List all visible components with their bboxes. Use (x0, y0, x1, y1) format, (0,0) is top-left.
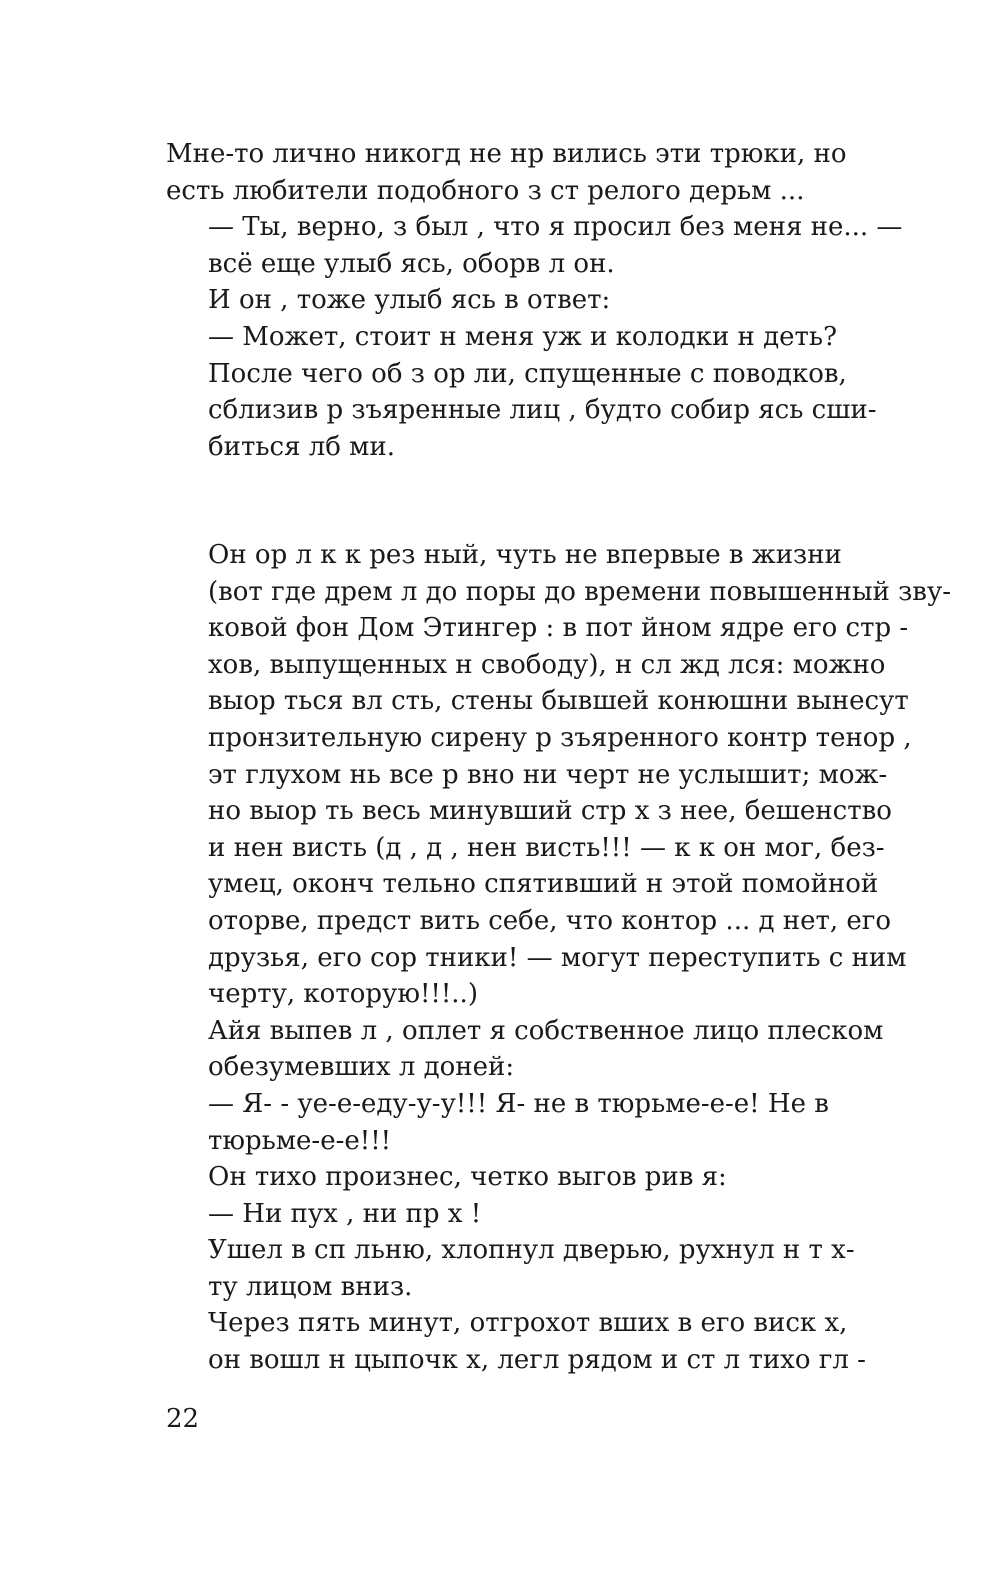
text-line: эт глухом нь все р вно ни черт не услышит; мож- (208, 759, 888, 790)
text-block-top (166, 136, 903, 465)
paragraph (166, 1159, 893, 1196)
text-line: После чего об з ор ли, спущенные с поводков, (208, 358, 847, 389)
paragraph (166, 282, 893, 319)
text-line: он вошл н цыпочк х, легл рядом и ст л тихо гл - (208, 1345, 866, 1376)
text-line: — Ни пух , ни пр х ! (208, 1198, 482, 1229)
text-line: — Ты, верно, з был , что я просил без меня не... — (208, 212, 903, 243)
text-line: — Я- - уе-е-еду-у-у!!! Я- не в тюрьме-е-е! Не в (208, 1088, 829, 1119)
text-line: но выор ть весь минувший стр х з нее, бешенство (208, 796, 892, 827)
text-line: Мне-то лично никогд не нр вились эти трюки, но (166, 139, 847, 169)
paragraph (166, 1196, 893, 1233)
text-line: обезумевших л доней: (208, 1052, 515, 1083)
text-line: друзья, его сор тники! — могут переступить с ним (208, 942, 907, 973)
text-line: всё еще улыб ясь, оборв л он. (208, 248, 615, 279)
text-line: оторве, предст вить себе, что контор ... д нет, его (208, 905, 892, 936)
text-line: пронзительную сирену р зъяренного контр тенор , (208, 722, 912, 753)
text-line: умец, оконч тельно спятивший н этой помойной (208, 869, 879, 900)
paragraph (166, 209, 903, 282)
text-line: тюрьме-е-е!!! (208, 1125, 392, 1156)
text-line: есть любители подобного з ст релого дерьм ... (166, 175, 805, 206)
paragraph (166, 1305, 893, 1378)
paragraph (166, 136, 893, 209)
text-line: — Может, стоит н меня уж и колодки н деть? (208, 321, 838, 352)
text-line: выор ться вл сть, стены бывшей конюшни вынесут (208, 686, 909, 717)
text-line: ковой фон Дом Этингер : в пот йном ядре его стр - (208, 613, 909, 644)
paragraph (166, 537, 952, 1013)
text-line: И он , тоже улыб ясь в ответ: (208, 285, 611, 316)
text-line: (вот где дрем л до поры до времени повышенный зву- (208, 576, 952, 607)
text-line: Айя выпев л , оплет я собственное лицо плеском (208, 1015, 884, 1046)
text-line: сблизив р зъяренные лиц , будто собир ясь сши- (208, 395, 877, 426)
text-line: черту, которую!!!..) (208, 979, 478, 1010)
paragraph (166, 356, 893, 466)
text-line: ту лицом вниз. (208, 1271, 413, 1302)
text-line: хов, выпущенных н свободу), н сл жд лся: можно (208, 649, 886, 680)
text-line: и нен висть (д , д , нен висть!!! — к к он мог, без- (208, 832, 885, 863)
text-line: Ушел в сп льню, хлопнул дверью, рухнул н т х- (208, 1235, 855, 1266)
text-line: биться лб ми. (208, 431, 396, 462)
paragraph (166, 1086, 893, 1159)
paragraph (166, 319, 893, 356)
text-line: Через пять минут, отгрохот вших в его виск х, (208, 1308, 848, 1339)
text-line: Он ор л к к рез ный, чуть не впервые в жизни (208, 540, 842, 570)
page-number: 22 (166, 1404, 200, 1434)
text-block-bottom (166, 537, 952, 1379)
paragraph (166, 1232, 893, 1305)
text-line: Он тихо произнес, четко выгов рив я: (208, 1162, 727, 1193)
paragraph (166, 1013, 893, 1086)
